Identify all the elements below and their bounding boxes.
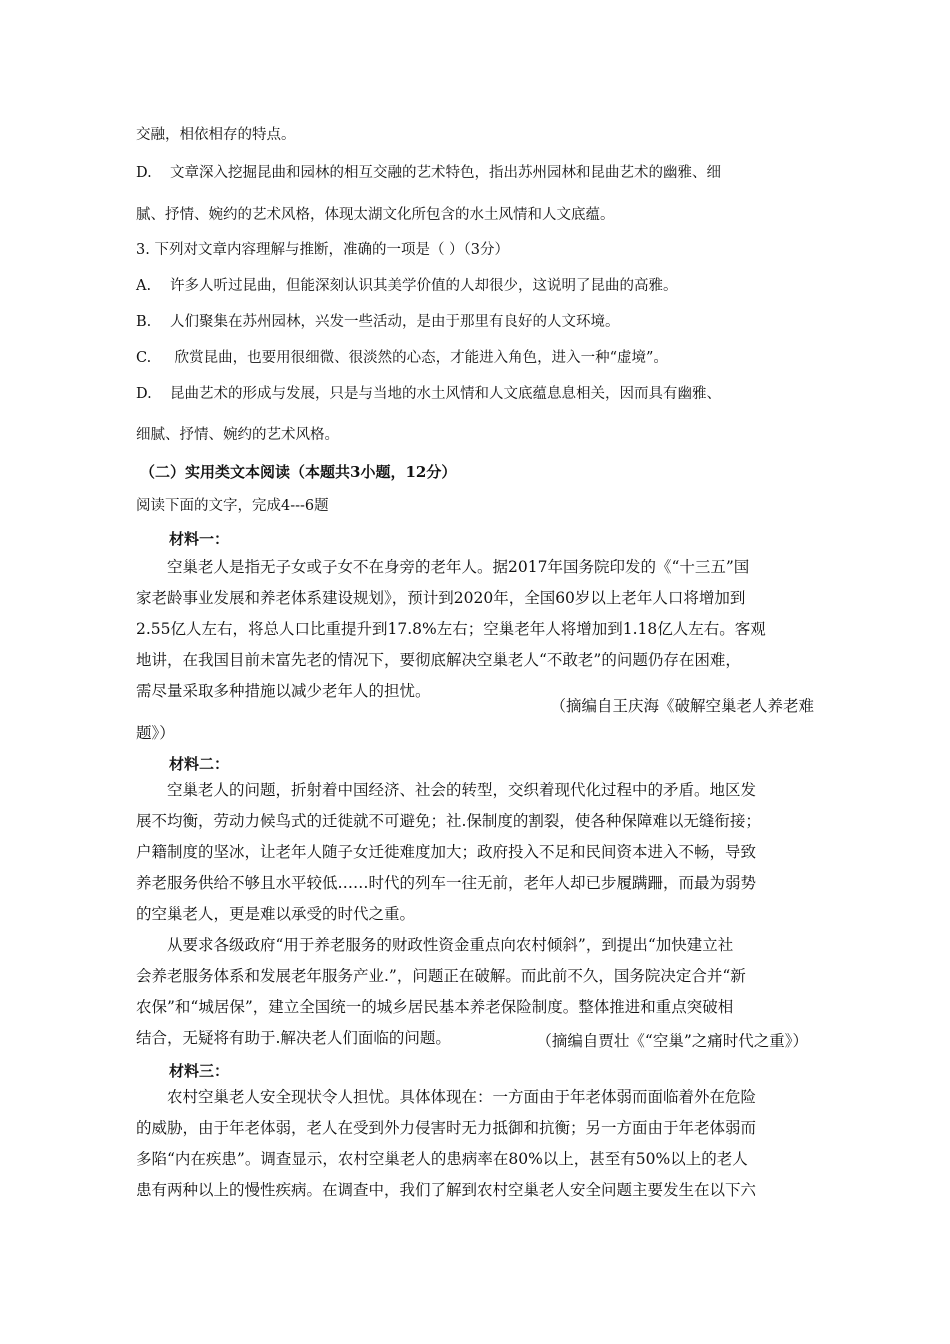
material-1-text	[136, 552, 816, 707]
q3-option-d	[136, 384, 721, 404]
text-line: 农村空巢老人安全现状令人担忧。具体体现在：一方面由于年老体弱而面临着外在危险	[136, 1088, 757, 1106]
material-2-title: 材料二：	[169, 755, 230, 773]
option-key: C.	[136, 350, 152, 366]
option-text: 文章深入挖掘昆曲和园林的相互交融的艺术特色，指出苏州园林和昆曲艺术的幽雅、细	[170, 165, 721, 181]
option-text: 欣赏昆曲，也要用很细微、很淡然的心态，才能进入角色，进入一种“虚境”。	[170, 350, 668, 366]
material-3-title: 材料三：	[169, 1062, 230, 1080]
text-line: 会养老服务体系和发展老年服务产业.”，问题正在破解。而此前不久，国务院决定合并“新	[136, 967, 746, 985]
text-line: 的威胁，由于年老体弱，老人在受到外力侵害时无力抵御和抗衡；另一方面由于年老体弱而	[136, 1119, 757, 1137]
text-line: 2.55亿人左右，将总人口比重提升到17.8%左右；空巢老年人将增加到1.18亿人左右。客观	[136, 620, 766, 638]
q3-option-c	[136, 348, 668, 368]
text-line: 结合，无疑将有助于.解决老人们面临的问题。	[136, 1029, 451, 1047]
q2-option-c-tail: 交融，相依相存的特点。	[136, 127, 296, 143]
material-3-text	[136, 1082, 816, 1206]
text-line: 农保”和“城居保”，建立全国统一的城乡居民基本养老保险制度。整体推进和重点突破相	[136, 998, 734, 1016]
question-3-stem: 3. 下列对文章内容理解与推断，准确的一项是（ ）（3分）	[136, 242, 510, 258]
material-1-source: （摘编自王庆海《破解空巢老人养老难	[550, 697, 814, 715]
option-text: 许多人听过昆曲，但能深刻认识其美学价值的人却很少，这说明了昆曲的高雅。	[170, 278, 678, 294]
material-2-source: （摘编自贾壮《“空巢”之痛时代之重》）	[536, 1032, 808, 1050]
option-key: B.	[136, 314, 152, 330]
q3-option-b	[136, 312, 620, 332]
text-line: 养老服务供给不够且水平较低……时代的列车一往无前，老年人却已步履蹒跚，而最为弱势	[136, 874, 757, 892]
section-heading: （二）实用类文本阅读（本题共3小题，12分）	[140, 463, 457, 481]
text-line: 从要求各级政府“用于养老服务的财政性资金重点向农村倾斜”，到提出“加快建立社	[136, 936, 734, 954]
material-1-source-cont: 题》）	[136, 724, 175, 742]
text-line: 空巢老人是指无子女或子女不在身旁的老年人。据2017年国务院印发的《“十三五”国	[136, 558, 750, 576]
material-2-text	[136, 775, 816, 1054]
material-1-title: 材料一：	[169, 530, 230, 548]
text-line: 需尽量采取多种措施以减少老年人的担忧。	[136, 682, 431, 700]
option-key: D.	[136, 386, 152, 402]
option-key: A.	[136, 278, 152, 294]
option-text: 昆曲艺术的形成与发展，只是与当地的水土风情和人文底蕴息息相关，因而具有幽雅、	[170, 386, 721, 402]
option-key: D.	[136, 165, 152, 181]
text-line: 多陷“内在疾患”。调查显示，农村空巢老人的患病率在80%以上，甚至有50%以上的老人	[136, 1150, 748, 1168]
text-line: 地讲，在我国目前未富先老的情况下，要彻底解决空巢老人“不敢老”的问题仍存在困难，	[136, 651, 741, 669]
q2-option-d	[136, 163, 721, 183]
text-line: 患有两种以上的慢性疾病。在调查中，我们了解到农村空巢老人安全问题主要发生在以下六	[136, 1181, 757, 1199]
option-text: 人们聚集在苏州园林，兴发一些活动，是由于那里有良好的人文环境。	[170, 314, 620, 330]
q2-option-d-cont: 腻、抒情、婉约的艺术风格，体现太湖文化所包含的水土风情和人文底蕴。	[136, 207, 615, 223]
q3-option-d-cont: 细腻、抒情、婉约的艺术风格。	[136, 427, 339, 443]
text-line: 户籍制度的坚冰，让老年人随子女迁徙难度加大；政府投入不足和民间资本进入不畅，导致	[136, 843, 757, 861]
text-line: 空巢老人的问题，折射着中国经济、社会的转型，交织着现代化过程中的矛盾。地区发	[136, 781, 757, 799]
text-line: 的空巢老人，更是难以承受的时代之重。	[136, 905, 416, 923]
text-line: 展不均衡，劳动力候鸟式的迁徙就不可避免；社.保制度的割裂，使各种保障难以无缝衔接；	[136, 812, 761, 830]
section-instruction: 阅读下面的文字，完成4---6题	[136, 498, 329, 514]
q3-option-a	[136, 276, 678, 296]
text-line: 家老龄事业发展和养老体系建设规划》，预计到2020年，全国60岁以上老年人口将增加到	[136, 589, 746, 607]
